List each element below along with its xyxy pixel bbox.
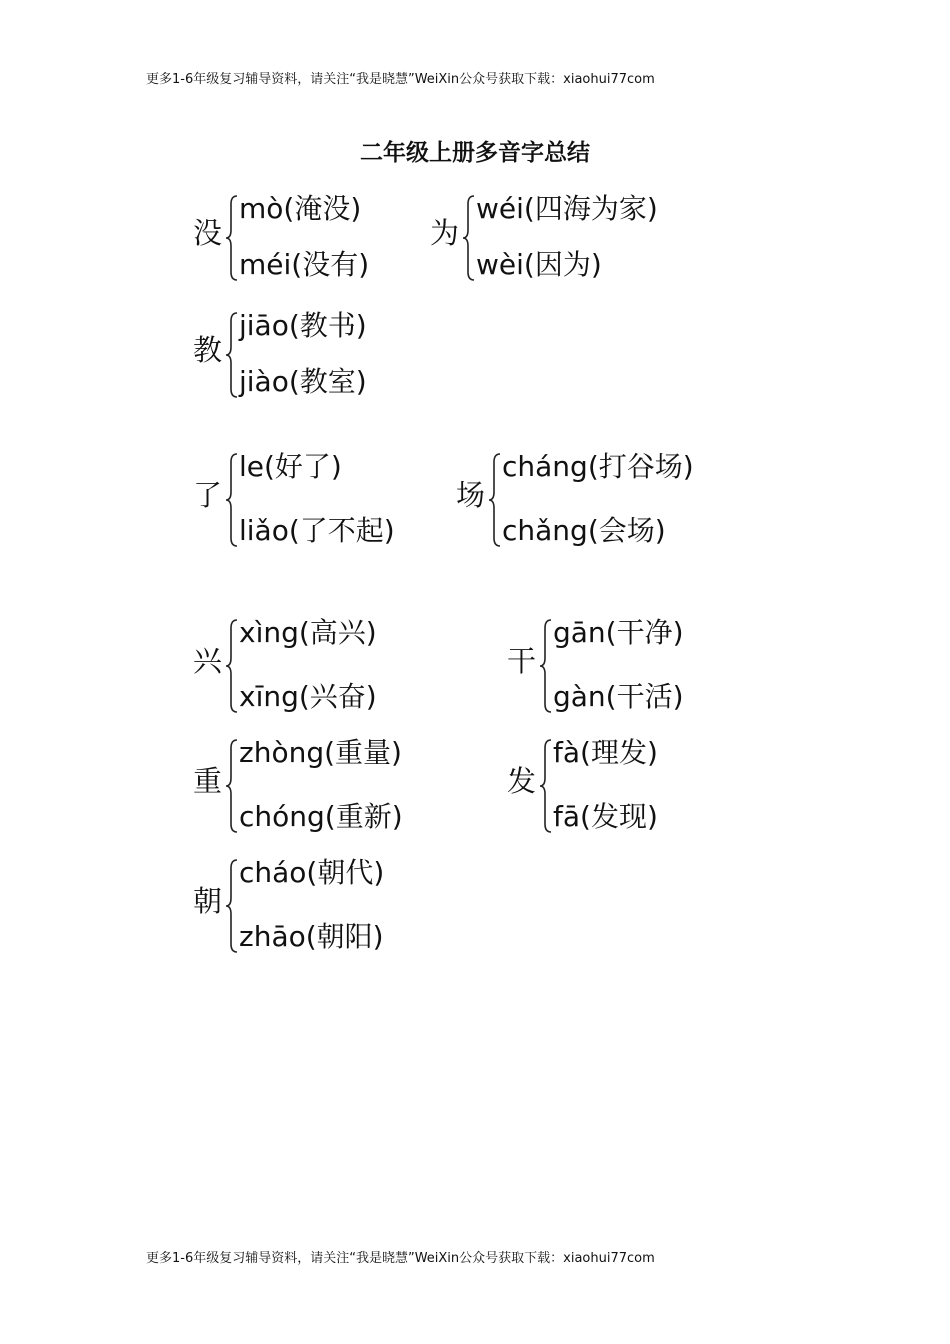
brace-icon xyxy=(225,738,239,834)
headword: 发 xyxy=(507,764,537,798)
brace-icon xyxy=(225,194,239,282)
reading-1: fà(理发) xyxy=(553,736,658,769)
reading-1: gān(干净) xyxy=(553,616,684,649)
reading-2: méi(没有) xyxy=(239,248,370,281)
brace-icon xyxy=(462,194,476,282)
page-title: 二年级上册多音字总结 xyxy=(360,140,590,166)
headword: 兴 xyxy=(193,644,223,678)
headword: 场 xyxy=(456,478,486,512)
reading-1: wéi(四海为家) xyxy=(476,192,658,225)
reading-1: zhòng(重量) xyxy=(239,736,402,769)
brace-icon xyxy=(225,311,239,399)
headword: 为 xyxy=(430,216,460,250)
reading-1: mò(淹没) xyxy=(239,192,362,225)
reading-2: wèi(因为) xyxy=(476,248,602,281)
brace-icon xyxy=(539,618,553,714)
reading-2: jiào(教室) xyxy=(239,365,367,398)
brace-icon xyxy=(539,738,553,834)
reading-2: zhāo(朝阳) xyxy=(239,920,384,953)
headword: 没 xyxy=(193,216,223,250)
reading-1: le(好了) xyxy=(239,450,342,483)
reading-2: gàn(干活) xyxy=(553,680,684,713)
page-footer: 更多1-6年级复习辅导资料，请关注“我是晓慧”WeiXin公众号获取下载：xiaohui77com xyxy=(146,1251,655,1266)
brace-icon xyxy=(488,452,502,548)
reading-2: chóng(重新) xyxy=(239,800,403,833)
headword: 教 xyxy=(193,333,223,367)
reading-2: fā(发现) xyxy=(553,800,658,833)
headword: 重 xyxy=(193,764,223,798)
reading-2: xīng(兴奋) xyxy=(239,680,377,713)
reading-1: xìng(高兴) xyxy=(239,616,377,649)
reading-1: jiāo(教书) xyxy=(239,309,367,342)
headword: 朝 xyxy=(193,884,223,918)
reading-2: liǎo(了不起) xyxy=(239,514,395,547)
headword: 了 xyxy=(193,478,223,512)
brace-icon xyxy=(225,452,239,548)
page-header: 更多1-6年级复习辅导资料，请关注“我是晓慧”WeiXin公众号获取下载：xiaohui77com xyxy=(146,72,655,87)
brace-icon xyxy=(225,858,239,954)
headword: 干 xyxy=(507,644,537,678)
reading-1: cháng(打谷场) xyxy=(502,450,694,483)
reading-2: chǎng(会场) xyxy=(502,514,666,547)
reading-1: cháo(朝代) xyxy=(239,856,385,889)
brace-icon xyxy=(225,618,239,714)
